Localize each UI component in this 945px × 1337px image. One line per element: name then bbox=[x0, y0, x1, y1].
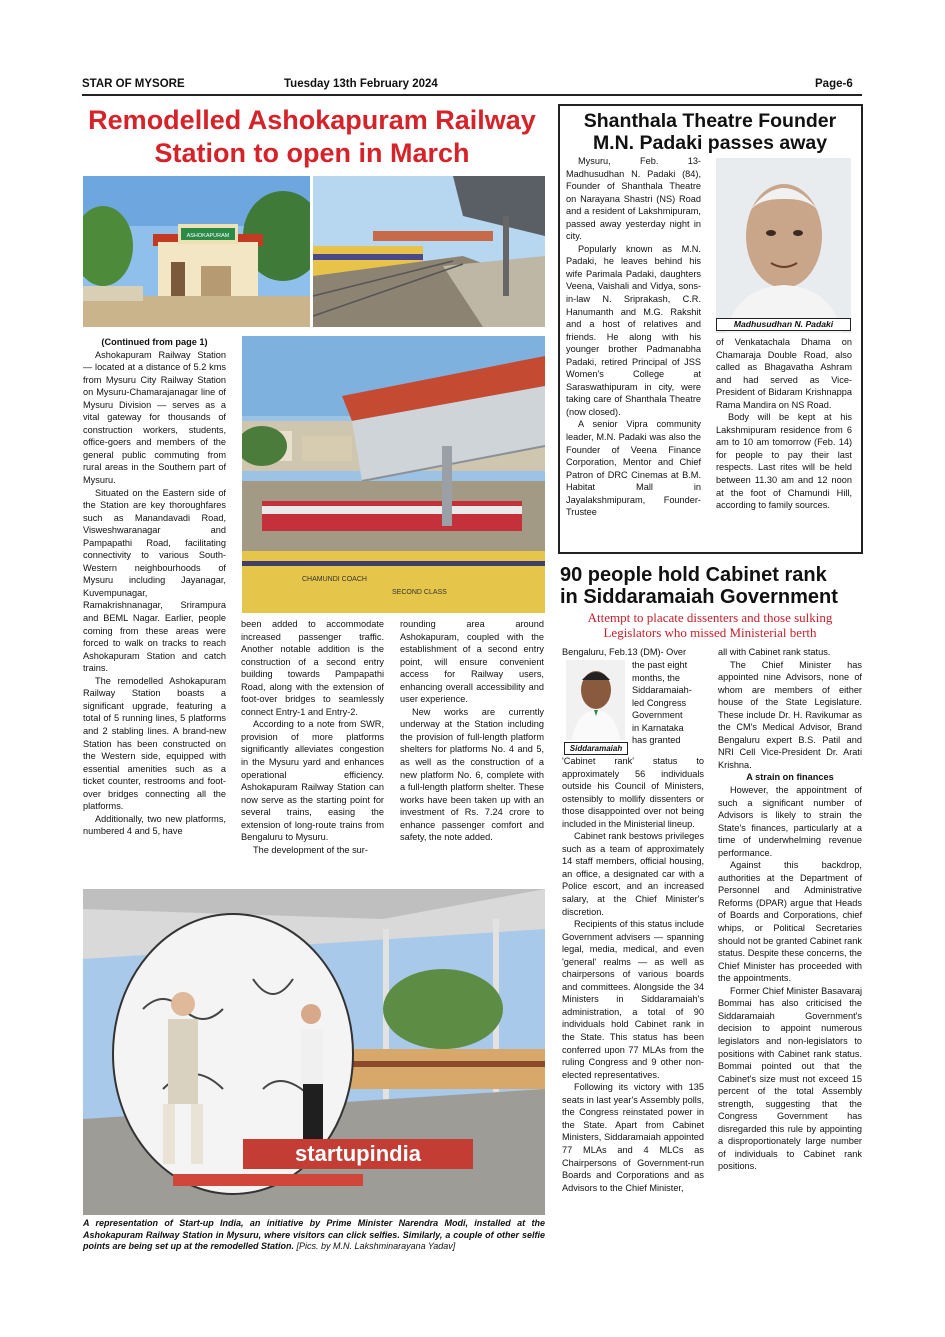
story3-subheadline bbox=[560, 610, 860, 640]
photo-credit: [Pics. by M.N. Lakshminarayana Yadav] bbox=[296, 1241, 456, 1251]
story1-column-2 bbox=[241, 618, 384, 856]
story1-paragraph: Ashokapuram Railway Station — located at a distance of 5.2 kms from Mysuru City Railway Station on Mysuru-Chamarajanagar line of Mysuru Division — serves as a vital gateway for thousands of construction workers, students, office-goers and members of the general public commuting from rural areas in the Southern part of Mysuru. bbox=[83, 349, 226, 486]
story1-paragraph: The development of the sur- bbox=[253, 844, 368, 855]
story3-paragraph: Cabinet rank bestows privileges such as a team of approximately 14 staff members, official housing, an office, a designated car with a Police escort, and an increased salary, at the Chief Minister's discretion. bbox=[562, 831, 704, 917]
story3-paragraph: Former Chief Minister Basavaraj Bommai has also criticised the Siddaramaiah Government's decision to appoint numerous legislators and non-legislators to positions with Cabinet rank status. Bommai pointed out that the Cabinet's size must not exceed 15 percent of the total Assembly strength, suggesting that the Congress Government has disregarded this rule by appointing a disproportionately large number of individuals to Cabinet rank positions. bbox=[718, 985, 862, 1172]
coach-class-text: SECOND CLASS bbox=[392, 589, 447, 596]
foot-over-bridge-image bbox=[242, 336, 545, 613]
story1-column-1 bbox=[83, 336, 226, 838]
story1-paragraph: The remodelled Ashokapuram Railway Station boasts a significant upgrade, featuring a total of 5 running lines, 5 platforms and 2 stabling lines. A brand-new Station has been constructed on the Western side, equipped with essential amenities such as a ticket counter, restrooms and foot-over bridges connecting all the platforms. bbox=[83, 675, 226, 812]
story3-paragraph: Against this backdrop, authorities at the Department of Personnel and Administrative Reforms (DPAR) argue that Heads of Boards and Corporations, chief whips, or Political Secretaries should not be granted Cabinet rank status. Despite these concerns, the Chief Minister has proceeded with the appointments. bbox=[718, 860, 862, 984]
station-building-photo bbox=[83, 176, 310, 327]
story1-headline-line1: Remodelled Ashokapuram Railway bbox=[88, 105, 536, 135]
story1-headline bbox=[78, 104, 546, 170]
issue-date: Tuesday 13th February 2024 bbox=[284, 78, 438, 90]
station-building-image bbox=[83, 176, 310, 327]
story3-sub-line1: Attempt to placate dissenters and those sulking bbox=[587, 610, 833, 625]
story3-column-2 bbox=[718, 646, 862, 1173]
platform-image bbox=[313, 176, 545, 327]
story2-headline bbox=[560, 110, 860, 154]
padaki-portrait-image bbox=[716, 158, 851, 333]
story2-paragraph: of Venkatachala Dhama on Chamaraja Double Road, also called as Bhagavatha Ashram and had served as Vice-President of Bidaram Krishnappa Rama Mandira on NS Road. bbox=[716, 337, 852, 410]
selfie-point-image bbox=[83, 889, 545, 1215]
story2-paragraph: Body will be kept at his Lakshmipuram residence from 6 am to 10 am tomorrow (Feb. 14) for people to pay their last respects. Last rites will be held between 11.30 am and 12 noon at the foot of Chamundi Hill, according to family sources. bbox=[716, 412, 852, 511]
story2-paragraph: Popularly known as M.N. Padaki, he leaves behind his wife Parimala Padaki, daughters Veena, Vaishali and Vidya, sons-in-law N. Sriprakash, C.R. Hanumanth and M.G. Rakshit and a host of relatives and friends. He along with his younger brother Padmanabha Padaki, retired Principal of JSS Women's College at Saraswathipuram in city, were taking care of Shanthala Theatre (now closed). bbox=[566, 243, 701, 417]
story3-sub-line2: Legislators who missed Ministerial berth bbox=[603, 625, 817, 640]
beside-line: led Congress bbox=[632, 697, 687, 708]
story3-paragraph: Following its victory with 135 seats in last year's Assembly polls, the Congress reinstated power in the State. Apart from Cabinet Ministers, Siddaramaiah appointed 77 MLAs and 4 MLCs as Chairpersons of Government-run Boards and Corporations and as Advisors to the Chief Minister, bbox=[562, 1082, 704, 1193]
story3-column-1-body bbox=[562, 755, 704, 1194]
story3-paragraph: 'Cabinet rank' status to approximately 56 individuals outside his Council of Ministers, ostensibly to mollify dissenters or those disappointed over not being included in the Ministerial lineup. bbox=[562, 756, 704, 829]
beside-line: Siddaramaiah- bbox=[632, 685, 692, 696]
story3-paragraph: The Chief Minister has appointed nine Advisors, none of whom are members of either house of the State Legislature. These include Dr. H. Ravikumar as the CM's Medical Advisor, Brand Bengaluru expert B.S. Patil and NRI Cell Vice-President Dr. Arati Krishna. bbox=[718, 659, 862, 770]
story2-headline-line2: M.N. Padaki passes away bbox=[592, 132, 828, 154]
beside-line: the past eight bbox=[632, 660, 688, 670]
beside-line: months, the bbox=[632, 672, 681, 683]
story3-dateline: Bengaluru, Feb.13 (DM)- Over bbox=[562, 647, 687, 657]
story3-beside-photo bbox=[632, 659, 704, 747]
story3-headline bbox=[560, 564, 862, 608]
story3-subhead: A strain on finances bbox=[746, 772, 834, 783]
story3-paragraph: Recipients of this status include Government advisers — spanning legal, media, medical, and even 'general' realms — as well as chairpersons of various boards and committees. Alongside the 34 Ministers in Siddaramaiah's administration, a total of 90 individuals hold Cabinet rank in the State. This status has been conferred upon 77 MLAs from the ruling Congress and 9 other non-elected representatives. bbox=[562, 919, 704, 1080]
siddaramaiah-caption: Siddaramaiah bbox=[564, 742, 628, 755]
story1-paragraph: Additionally, two new platforms, numbered 4 and 5, have bbox=[83, 813, 226, 837]
siddaramaiah-photo bbox=[566, 660, 625, 740]
story3-paragraph: However, the appointment of such a significant number of Advisors is likely to strain the State's finances, particularly at a time of underwhelming revenue performance. bbox=[718, 785, 862, 858]
story2-paragraph: A senior Vipra community leader, M.N. Padaki was also the Founder of Veena Finance Corporation, Mentor and Chief Patron of DRC Cinemas at B.M. Habitat Mall in Jayalakshmipuram, Founder-Trustee bbox=[566, 419, 701, 518]
startup-india-text: startupindia bbox=[295, 1141, 421, 1166]
story2-headline-line1: Shanthala Theatre Founder bbox=[583, 110, 837, 132]
beside-line: Government bbox=[632, 710, 683, 721]
story1-paragraph: New works are currently underway at the Station including the provision of full-length platform shelters for platforms No. 4 and 5, as well as the construction of a new platform No. 6, complete with a full-length platform shelter. These works have been taken up with an investment of Rs. 7.24 crore to enhance passenger comfort and safety, the note added. bbox=[400, 706, 544, 843]
story2-paragraph: Mysuru, Feb. 13- Madhusudhan N. Padaki (84), Founder of Shanthala Theatre on Narayana Shastri (NS) Road and a resident of Lakshmipuram, passed away yesterday night in city. bbox=[566, 156, 701, 242]
story3-column-1 bbox=[562, 646, 704, 659]
story1-paragraph: According to a note from SWR, provision of more platforms significantly alleviates congestion in the Mysuru yard and enhances operational efficiency. Ashokapuram Railway Station can now serve as the starting point for several trains, easing the extension of long-route trains from Bengaluru to Mysuru. bbox=[241, 719, 384, 843]
story2-column-1 bbox=[566, 155, 701, 519]
story2-column-2 bbox=[716, 336, 852, 512]
station-sign-text: ASHOKAPURAM bbox=[186, 233, 230, 239]
story1-paragraph: been added to accommodate increased passenger traffic. Another notable addition is the construction of a second entry building towards Pampapathi Road, along with the extension of foot-over bridges to seamlessly connect Entry-1 and Entry-2. bbox=[241, 619, 384, 717]
continued-note: (Continued from page 1) bbox=[101, 337, 208, 347]
platform-photo bbox=[313, 176, 545, 327]
coach-label-text: CHAMUNDI COACH bbox=[302, 576, 367, 583]
paper-name: STAR OF MYSORE bbox=[82, 78, 185, 90]
caption-text: A representation of Start-up India, an initiative by Prime Minister Narendra Modi, installed at the Ashokapuram Railway Station in Mysuru, where visitors can click selfies. Similarly, a couple of other selfie points are being set up at the remodelled Station. bbox=[83, 1218, 545, 1251]
foot-over-bridge-photo bbox=[242, 336, 545, 613]
selfie-photo-caption bbox=[83, 1218, 545, 1253]
beside-line: has granted bbox=[632, 735, 681, 746]
header-rule bbox=[82, 94, 862, 96]
story1-headline-line2: Station to open in March bbox=[154, 138, 470, 168]
story3-headline-line1: 90 people hold Cabinet rank bbox=[560, 564, 827, 586]
story1-paragraph: rounding area around Ashokapuram, coupled with the establishment of a second entry point, will ensure convenient access for Railway users, enhancing overall accessibility and user experience. bbox=[400, 619, 544, 705]
story1-column-3 bbox=[400, 618, 544, 844]
story3-headline-line2: in Siddaramaiah Government bbox=[560, 586, 838, 608]
selfie-point-photo bbox=[83, 889, 545, 1215]
page-number: Page-6 bbox=[815, 78, 853, 90]
story1-paragraph: Situated on the Eastern side of the Station are key thoroughfares such as Manandavadi Road, Visweshwaranagar and Pampapathi Road, facilitating connectivity to various South-Western neighbourhoods of Mysuru including Jayanagar, Kuvempunagar, Ramakrishnanagar, Srirampura and BEML Nagar. Earlier, people coming from these areas were forced to walk on tracks to reach Ashokapuram Station and catch trains. bbox=[83, 487, 226, 674]
story3-paragraph: all with Cabinet rank status. bbox=[718, 647, 831, 657]
padaki-portrait bbox=[716, 158, 851, 333]
beside-line: in Karnataka bbox=[632, 722, 684, 733]
siddaramaiah-image bbox=[566, 660, 625, 740]
padaki-photo-caption: Madhusudhan N. Padaki bbox=[716, 318, 851, 331]
